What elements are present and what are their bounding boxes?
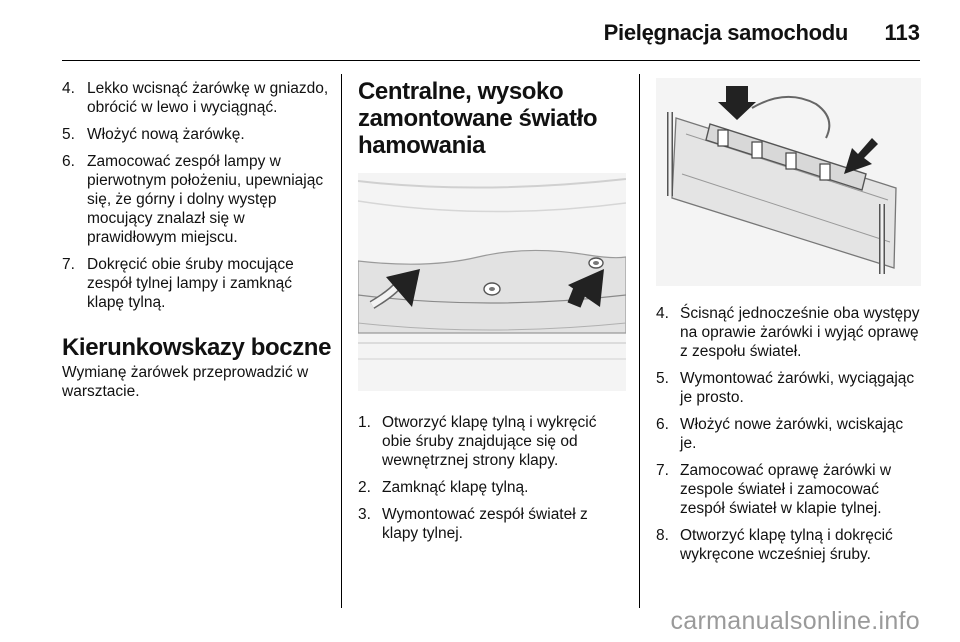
step-number: 1. — [358, 414, 371, 431]
page-header — [0, 0, 960, 62]
list-item — [62, 125, 332, 144]
section-heading: Centralne, wysoko zamontowane światło hamowania — [358, 78, 598, 159]
list-item — [656, 304, 921, 361]
instruction-list — [656, 304, 921, 564]
step-text: Włożyć nowe żarówki, wciskając je. — [680, 416, 904, 452]
list-item — [358, 413, 626, 470]
list-item — [62, 79, 332, 117]
list-item — [358, 505, 626, 543]
step-number: 3. — [358, 506, 371, 523]
page-title: Pielęgnacja samochodu — [603, 20, 848, 45]
lamp-holder-illustration — [656, 78, 921, 286]
section-paragraph: Wymianę żarówek przeprowadzić w warsztacie. — [62, 364, 309, 400]
step-number: 8. — [656, 527, 669, 544]
column-divider — [639, 74, 640, 608]
tailgate-screws-illustration — [358, 173, 626, 391]
watermark: carmanualsonline.info — [670, 607, 920, 635]
section-heading: Kierunkowskazy boczne — [62, 334, 332, 361]
column-middle — [358, 78, 626, 551]
step-text: Otworzyć klapę tylną i dokręcić wykręcone wcześniej śruby. — [680, 527, 893, 563]
instruction-list — [62, 79, 332, 312]
step-text: Dokręcić obie śruby mocujące zespół tylnej lampy i zamknąć klapę tylną. — [87, 256, 294, 311]
list-item — [656, 415, 921, 453]
list-item — [656, 369, 921, 407]
step-text: Lekko wcisnąć żarówkę w gniazdo, obrócić w lewo i wyciągnąć. — [87, 80, 329, 116]
step-text: Ścisnąć jednocześnie oba występy na oprawie żarówki i wyjąć oprawę z zespołu świateł. — [680, 305, 920, 360]
step-text: Włożyć nową żarówkę. — [87, 126, 245, 143]
column-left — [62, 79, 332, 401]
step-number: 6. — [656, 416, 669, 433]
instruction-list — [358, 413, 626, 543]
step-text: Zamocować zespół lampy w pierwotnym położeniu, upewniając się, że górny i dolny występ mocujący znalazł się w prawidłowym miejscu. — [87, 153, 324, 246]
step-number: 4. — [656, 305, 669, 322]
list-item — [62, 152, 332, 247]
step-text: Otworzyć klapę tylną i wykręcić obie śruby znajdujące się od wewnętrznej strony klapy. — [382, 414, 597, 469]
page-number: 113 — [884, 20, 920, 45]
step-number: 5. — [656, 370, 669, 387]
step-text: Zamocować oprawę żarówki w zespole świateł i zamocować zespół świateł w klapie tylnej. — [680, 462, 892, 517]
step-number: 6. — [62, 153, 75, 170]
step-text: Wymontować zespół świateł z klapy tylnej. — [382, 506, 588, 542]
step-number: 5. — [62, 126, 75, 143]
step-number: 7. — [656, 462, 669, 479]
step-text: Zamknąć klapę tylną. — [382, 479, 529, 496]
list-item — [358, 478, 626, 497]
step-number: 4. — [62, 80, 75, 97]
step-text: Wymontować żarówki, wyciągając je prosto. — [680, 370, 915, 406]
header-divider — [62, 60, 920, 61]
column-divider — [341, 74, 342, 608]
list-item — [656, 526, 921, 564]
list-item — [62, 255, 332, 312]
step-number: 7. — [62, 256, 75, 273]
list-item — [656, 461, 921, 518]
column-right — [656, 78, 921, 572]
step-number: 2. — [358, 479, 371, 496]
